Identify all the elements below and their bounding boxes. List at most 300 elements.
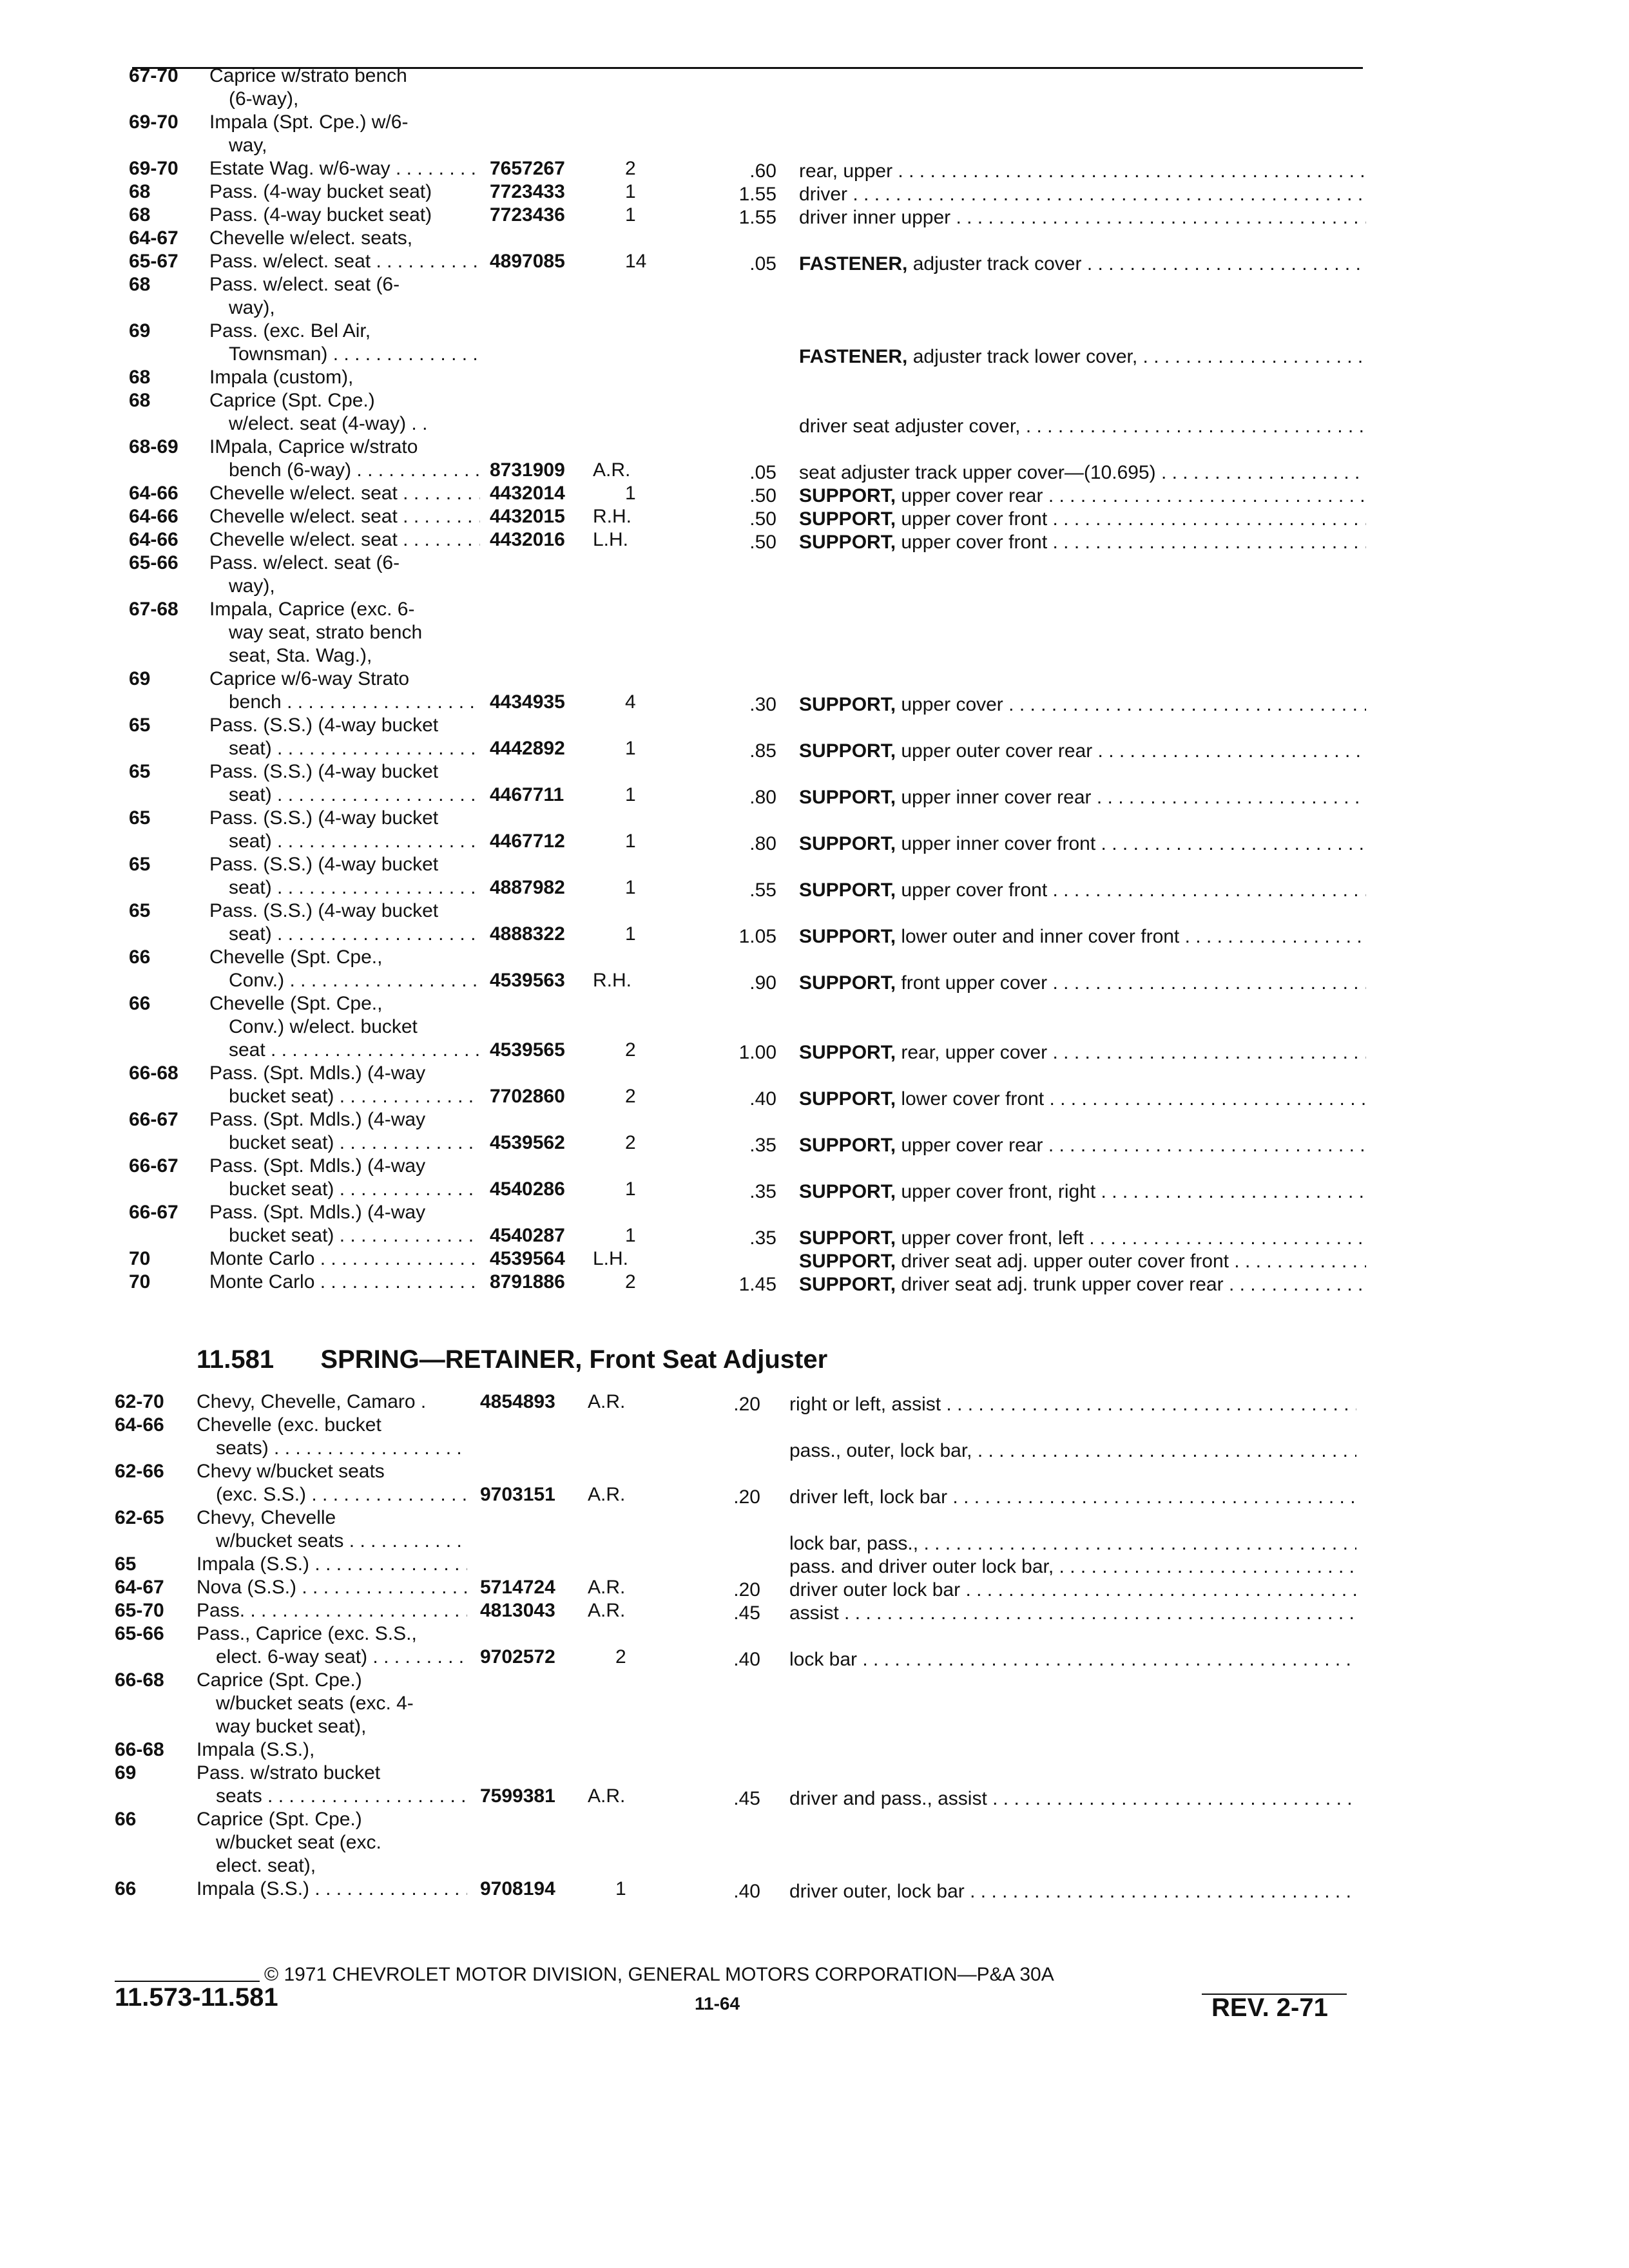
row-part-description-text xyxy=(799,253,1366,274)
row-part-number: 5714724 xyxy=(480,1577,555,1598)
row-description-text: Pass. (S.S.) (4-way bucket xyxy=(209,715,439,736)
row-description-text: Pass. (S.S.) (4-way bucket xyxy=(209,761,439,782)
row-description xyxy=(229,575,480,598)
row-description xyxy=(229,134,480,157)
row-description-text: Chevy, Chevelle, Camaro . xyxy=(197,1391,427,1412)
row-price: .85 xyxy=(749,740,776,762)
row-part-description xyxy=(789,1648,1356,1671)
row-description-text: Chevelle w/elect. seats, xyxy=(209,227,413,249)
row-description-text: Monte Carlo . . . xyxy=(209,1271,480,1293)
row-price: .50 xyxy=(749,508,776,530)
row-part-description xyxy=(789,1579,1356,1602)
row-part-number: 4854893 xyxy=(480,1391,555,1412)
part-category: SUPPORT, xyxy=(799,926,896,947)
row-part-description xyxy=(799,160,1366,183)
row-part-number: 4539565 xyxy=(490,1039,565,1061)
row-year: 66-68 xyxy=(115,1739,164,1760)
row-description-text: Pass. w/elect. seat (6- xyxy=(209,552,400,573)
row-description xyxy=(209,1247,480,1271)
row-description xyxy=(197,1762,467,1785)
row-description xyxy=(209,157,480,180)
row-description-text: Chevy w/bucket seats xyxy=(197,1461,385,1482)
row-description xyxy=(229,296,480,320)
row-part-number: 4432014 xyxy=(490,483,565,504)
row-part-description-text xyxy=(799,532,1366,553)
row-price: .80 xyxy=(749,787,776,808)
row-year: 64-66 xyxy=(129,483,178,504)
row-description xyxy=(197,1460,467,1483)
row-part-description xyxy=(789,1439,1356,1463)
row-quantity: 2 xyxy=(625,1271,636,1293)
row-description-text: Caprice (Spt. Cpe.) xyxy=(209,390,375,411)
row-part-description-text xyxy=(789,1649,1356,1670)
row-part-description-text xyxy=(799,346,1366,367)
row-part-description-text xyxy=(799,787,1366,808)
row-part-description xyxy=(799,1180,1366,1204)
row-description xyxy=(229,876,480,899)
row-year: 69 xyxy=(129,668,151,689)
row-description-text: way, xyxy=(229,135,267,156)
row-description xyxy=(209,853,480,876)
row-price: .05 xyxy=(749,462,776,483)
row-description xyxy=(229,412,480,436)
part-detail: driver seat adj. upper outer cover front xyxy=(901,1251,1229,1272)
row-description-text: way), xyxy=(229,575,275,597)
row-description-text: Pass. w/elect. seat . . . xyxy=(209,251,480,272)
row-description xyxy=(209,227,480,250)
part-detail: rear, upper cover xyxy=(901,1042,1048,1063)
row-description-text: seat) . . . xyxy=(229,923,480,945)
row-price: .55 xyxy=(749,879,776,901)
row-quantity: 1 xyxy=(625,784,636,805)
row-year: 65 xyxy=(129,854,151,875)
part-category: FASTENER, xyxy=(799,253,908,274)
row-year: 65-67 xyxy=(129,251,178,272)
row-price: .20 xyxy=(733,1579,760,1600)
row-year: 65 xyxy=(129,715,151,736)
row-price: 1.45 xyxy=(738,1274,776,1295)
row-description xyxy=(209,946,480,969)
row-description xyxy=(209,528,480,552)
row-description xyxy=(209,1201,480,1224)
row-description xyxy=(209,180,480,204)
row-year: 69 xyxy=(129,320,151,341)
row-year: 69-70 xyxy=(129,111,178,133)
row-description xyxy=(209,760,480,783)
part-detail: driver inner upper xyxy=(799,207,951,228)
row-description xyxy=(229,644,480,668)
row-part-description xyxy=(799,786,1366,809)
row-part-description-text xyxy=(799,1181,1366,1202)
row-description xyxy=(216,1530,467,1553)
row-quantity: 2 xyxy=(625,1086,636,1107)
row-part-description-text xyxy=(799,1135,1366,1156)
row-part-description-text xyxy=(789,1556,1356,1577)
row-description xyxy=(229,1131,480,1155)
row-description-text: Impala (S.S.), xyxy=(197,1739,315,1760)
part-detail: seat adjuster track upper cover—(10.695) xyxy=(799,462,1156,483)
row-part-description-text xyxy=(799,160,1366,182)
row-part-description xyxy=(799,1041,1366,1064)
row-description xyxy=(209,1062,480,1085)
row-description xyxy=(229,691,480,714)
row-description-text: Monte Carlo . . . xyxy=(209,1248,480,1269)
row-year: 66 xyxy=(115,1878,137,1899)
part-category: SUPPORT, xyxy=(799,787,896,808)
row-description-text: elect. 6-way seat) . . . xyxy=(216,1646,467,1667)
row-part-description xyxy=(799,253,1366,276)
row-description xyxy=(216,1785,467,1808)
row-description-text: Chevelle w/elect. seat . . . xyxy=(209,529,480,550)
row-description-text: Pass. (exc. Bel Air, xyxy=(209,320,371,341)
part-detail: driver xyxy=(799,184,848,205)
row-quantity: 1 xyxy=(625,181,636,202)
row-price: .40 xyxy=(749,1088,776,1110)
row-year: 67-68 xyxy=(129,599,178,620)
part-detail: rear, upper xyxy=(799,160,893,182)
row-price: 1.55 xyxy=(738,184,776,205)
row-description-text: Impala (Spt. Cpe.) w/6- xyxy=(209,111,409,133)
row-description-text: way), xyxy=(229,297,275,318)
part-detail: driver seat adjuster cover, xyxy=(799,416,1021,437)
row-description xyxy=(209,552,480,575)
footer-rule-left xyxy=(115,1981,260,1982)
row-part-description-text xyxy=(789,1394,1356,1415)
row-price: .20 xyxy=(733,1486,760,1508)
row-year: 64-67 xyxy=(115,1577,164,1598)
row-part-description xyxy=(799,740,1366,763)
row-description xyxy=(229,783,480,807)
row-description xyxy=(209,668,480,691)
row-description-text: Impala (S.S.) . . . xyxy=(197,1553,467,1575)
row-year: 66-68 xyxy=(129,1062,178,1084)
row-description-text: Chevelle w/elect. seat . . . xyxy=(209,483,480,504)
row-year: 67-70 xyxy=(129,65,178,86)
row-part-number: 4442892 xyxy=(490,738,565,759)
row-year: 65 xyxy=(129,761,151,782)
row-price: .35 xyxy=(749,1181,776,1202)
row-quantity: A.R. xyxy=(588,1600,626,1621)
row-part-number: 4432015 xyxy=(490,506,565,527)
row-quantity: 1 xyxy=(625,923,636,945)
row-description-text: IMpala, Caprice w/strato xyxy=(209,436,418,457)
row-description-text: w/elect. seat (4-way) . . xyxy=(229,413,428,434)
row-description-text: Nova (S.S.) . . . xyxy=(197,1577,467,1598)
row-part-number: 4539564 xyxy=(490,1248,565,1269)
row-quantity: 2 xyxy=(625,158,636,179)
row-part-description xyxy=(799,531,1366,554)
row-description xyxy=(209,807,480,830)
row-part-description xyxy=(799,183,1366,206)
row-year: 66-67 xyxy=(129,1155,178,1177)
row-year: 66-67 xyxy=(129,1202,178,1223)
row-part-description xyxy=(799,415,1366,438)
row-year: 62-65 xyxy=(115,1507,164,1528)
row-quantity: 1 xyxy=(625,1178,636,1200)
row-year: 65-66 xyxy=(115,1623,164,1644)
row-year: 68 xyxy=(129,274,151,295)
row-price: .05 xyxy=(749,253,776,274)
row-part-description-text xyxy=(799,416,1366,437)
row-quantity: A.R. xyxy=(588,1484,626,1505)
row-year: 69-70 xyxy=(129,158,178,179)
row-description xyxy=(229,969,480,992)
row-quantity: 2 xyxy=(625,1039,636,1061)
row-description-text: elect. seat), xyxy=(216,1855,316,1876)
row-part-description xyxy=(799,1088,1366,1111)
row-description xyxy=(229,737,480,760)
row-part-description-text xyxy=(799,1042,1366,1063)
row-description xyxy=(209,598,480,621)
part-detail: upper cover front xyxy=(901,532,1048,553)
row-quantity: 1 xyxy=(615,1878,626,1899)
row-description xyxy=(197,1390,467,1414)
part-detail: front upper cover xyxy=(901,972,1048,994)
row-part-number: 7599381 xyxy=(480,1785,555,1807)
row-part-description-text xyxy=(799,462,1366,483)
row-year: 70 xyxy=(129,1248,151,1269)
part-detail: upper cover front xyxy=(901,879,1048,901)
footer-revision: REV. 2-71 xyxy=(1211,1994,1328,2022)
part-detail: pass. and driver outer lock bar, xyxy=(789,1556,1054,1577)
row-description xyxy=(197,1622,467,1646)
part-detail: lower cover front xyxy=(901,1088,1045,1110)
row-quantity: R.H. xyxy=(593,506,631,527)
row-quantity: R.H. xyxy=(593,970,631,991)
row-description-text: Impala (S.S.) . . . xyxy=(197,1878,467,1899)
row-part-description-text xyxy=(799,694,1366,715)
row-description xyxy=(209,714,480,737)
row-price: .80 xyxy=(749,833,776,854)
row-part-number: 4467711 xyxy=(490,784,564,805)
row-price: .50 xyxy=(749,532,776,553)
row-year: 62-70 xyxy=(115,1391,164,1412)
part-detail: upper cover xyxy=(901,694,1003,715)
part-detail: driver outer, lock bar xyxy=(789,1881,965,1902)
row-description-text: Pass. (4-way bucket seat) xyxy=(209,181,432,202)
row-part-description-text xyxy=(799,1251,1366,1272)
row-description-text: Pass. (S.S.) (4-way bucket xyxy=(209,807,439,829)
row-description-text: Pass. (Spt. Mdls.) (4-way xyxy=(209,1062,426,1084)
row-part-description xyxy=(799,1273,1366,1296)
row-description xyxy=(209,64,480,88)
row-part-description-text xyxy=(799,1274,1366,1295)
row-price: .45 xyxy=(733,1788,760,1809)
row-part-number: 4813043 xyxy=(480,1600,555,1621)
row-description xyxy=(209,505,480,528)
part-detail: driver seat adj. trunk upper cover rear xyxy=(901,1274,1224,1295)
row-part-description-text xyxy=(789,1440,1356,1461)
row-price: .30 xyxy=(749,694,776,715)
row-year: 66-68 xyxy=(115,1669,164,1691)
part-category: SUPPORT, xyxy=(799,1274,896,1295)
row-description-text: Caprice (Spt. Cpe.) xyxy=(197,1669,362,1691)
row-part-description xyxy=(799,925,1366,948)
row-year: 66 xyxy=(129,947,151,968)
row-description xyxy=(209,992,480,1015)
row-description-text: w/bucket seats (exc. 4- xyxy=(216,1693,414,1714)
row-description-text: Pass. w/elect. seat (6- xyxy=(209,274,400,295)
row-description-text: Pass. (4-way bucket seat) xyxy=(209,204,432,226)
row-description xyxy=(209,366,480,389)
part-detail: driver left, lock bar xyxy=(789,1486,948,1508)
row-part-description-text xyxy=(799,1088,1366,1110)
part-detail: assist xyxy=(789,1602,839,1624)
part-detail: driver and pass., assist xyxy=(789,1788,987,1809)
row-part-description-text xyxy=(789,1881,1356,1902)
part-category: SUPPORT, xyxy=(799,1042,896,1063)
row-year: 66 xyxy=(115,1809,137,1830)
row-description xyxy=(197,1576,467,1599)
row-description-text: Pass. (S.S.) (4-way bucket xyxy=(209,854,439,875)
row-description-text: bench (6-way) . . . xyxy=(229,459,480,481)
row-price: 1.55 xyxy=(738,207,776,228)
row-part-number: 9708194 xyxy=(480,1878,555,1899)
row-description-text: bucket seat) . . . xyxy=(229,1086,480,1107)
row-description-text: seats . . . xyxy=(216,1785,467,1807)
row-year: 68 xyxy=(129,181,151,202)
row-quantity: 1 xyxy=(625,831,636,852)
row-description-text: (6-way), xyxy=(229,88,299,110)
part-category: FASTENER, xyxy=(799,346,908,367)
row-quantity: 1 xyxy=(625,483,636,504)
part-detail: adjuster track cover xyxy=(912,253,1082,274)
row-part-description-text xyxy=(799,184,1366,205)
row-part-number: 4539563 xyxy=(490,970,565,991)
row-description-text: Chevelle (Spt. Cpe., xyxy=(209,993,383,1014)
row-description xyxy=(229,621,480,644)
row-part-description xyxy=(799,1227,1366,1250)
row-description xyxy=(229,1224,480,1247)
row-description-text: bucket seat) . . . xyxy=(229,1132,480,1153)
row-year: 68 xyxy=(129,367,151,388)
row-part-description-text xyxy=(789,1602,1356,1624)
part-detail: adjuster track lower cover, xyxy=(912,346,1138,367)
row-description-text: Pass. (Spt. Mdls.) (4-way xyxy=(209,1202,426,1223)
row-part-description-text xyxy=(789,1579,1356,1600)
row-description-text: seat, Sta. Wag.), xyxy=(229,645,372,666)
part-detail: pass., outer, lock bar, xyxy=(789,1440,972,1461)
row-description xyxy=(216,1831,467,1854)
row-year: 65-70 xyxy=(115,1600,164,1621)
row-description xyxy=(229,1039,480,1062)
row-description-text: Chevy, Chevelle xyxy=(197,1507,336,1528)
row-description xyxy=(209,899,480,923)
row-description-text: Pass. (Spt. Mdls.) (4-way xyxy=(209,1109,426,1130)
row-part-description xyxy=(799,1134,1366,1157)
row-description xyxy=(209,320,480,343)
row-quantity: 1 xyxy=(625,1225,636,1246)
row-quantity: 4 xyxy=(625,691,636,713)
row-part-description xyxy=(789,1532,1356,1555)
row-part-description-text xyxy=(789,1788,1356,1809)
row-part-description-text xyxy=(799,508,1366,530)
row-year: 65-66 xyxy=(129,552,178,573)
row-description-text: Pass. (Spt. Mdls.) (4-way xyxy=(209,1155,426,1177)
row-part-number: 4887982 xyxy=(490,877,565,898)
row-description xyxy=(197,1808,467,1831)
row-part-description-text xyxy=(799,207,1366,228)
row-description-text: Pass. . . . xyxy=(197,1600,467,1621)
row-description xyxy=(209,1108,480,1131)
row-price: .60 xyxy=(749,160,776,182)
part-category: SUPPORT, xyxy=(799,1227,896,1249)
row-description-text: Pass. w/strato bucket xyxy=(197,1762,381,1783)
row-description xyxy=(229,1015,480,1039)
row-part-description-text xyxy=(789,1533,1356,1554)
row-description-text: seats) . . . xyxy=(216,1437,467,1459)
part-detail: lock bar xyxy=(789,1649,858,1670)
row-description xyxy=(209,482,480,505)
row-part-description xyxy=(799,461,1366,485)
row-description xyxy=(209,273,480,296)
row-year: 64-67 xyxy=(129,227,178,249)
row-part-number: 8731909 xyxy=(490,459,565,481)
row-part-number: 7723436 xyxy=(490,204,565,226)
row-price: 1.05 xyxy=(738,926,776,947)
row-part-number: 4432016 xyxy=(490,529,565,550)
part-detail: lower outer and inner cover front xyxy=(901,926,1180,947)
part-detail: upper cover front, left xyxy=(901,1227,1084,1249)
row-price: .40 xyxy=(733,1881,760,1902)
footer-range: 11.573-11.581 xyxy=(115,1983,278,2012)
part-category: SUPPORT, xyxy=(799,740,896,762)
row-description-text: Impala (custom), xyxy=(209,367,354,388)
row-quantity: 2 xyxy=(615,1646,626,1667)
row-description xyxy=(229,459,480,482)
row-price: .45 xyxy=(733,1602,760,1624)
row-part-description-text xyxy=(799,740,1366,762)
part-category: SUPPORT, xyxy=(799,972,896,994)
row-part-number: 7723433 xyxy=(490,181,565,202)
row-description xyxy=(197,1878,467,1901)
row-part-number: 4467712 xyxy=(490,831,565,852)
row-description-text: w/bucket seats . . . xyxy=(216,1530,467,1552)
row-description xyxy=(216,1692,467,1715)
row-year: 69 xyxy=(115,1762,137,1783)
row-part-description-text xyxy=(789,1486,1356,1508)
row-price: .90 xyxy=(749,972,776,994)
row-description xyxy=(197,1738,467,1762)
row-description-text: way bucket seat), xyxy=(216,1716,367,1737)
part-category: SUPPORT, xyxy=(799,879,896,901)
row-part-description xyxy=(799,1250,1366,1273)
part-category: SUPPORT, xyxy=(799,508,896,530)
row-quantity: A.R. xyxy=(588,1785,626,1807)
row-description xyxy=(209,436,480,459)
row-description-text: seat . . . xyxy=(229,1039,480,1061)
row-quantity: 2 xyxy=(625,1132,636,1153)
part-category: SUPPORT, xyxy=(799,694,896,715)
part-detail: upper cover front, right xyxy=(901,1181,1096,1202)
row-description xyxy=(229,923,480,946)
row-description-text: Chevelle (Spt. Cpe., xyxy=(209,947,383,968)
row-part-description xyxy=(799,485,1366,508)
row-part-description-text xyxy=(799,485,1366,506)
row-description xyxy=(229,88,480,111)
row-description-text: Caprice w/strato bench xyxy=(209,65,407,86)
row-part-number: 7657267 xyxy=(490,158,565,179)
row-description-text: Caprice (Spt. Cpe.) xyxy=(197,1809,362,1830)
row-year: 65 xyxy=(129,807,151,829)
row-part-description xyxy=(789,1555,1356,1579)
part-detail: upper cover rear xyxy=(901,1135,1043,1156)
row-part-description xyxy=(799,832,1366,856)
row-part-description xyxy=(789,1486,1356,1509)
row-description xyxy=(216,1646,467,1669)
row-part-description-text xyxy=(799,1227,1366,1249)
row-description-text: (exc. S.S.) . . . xyxy=(216,1484,467,1505)
